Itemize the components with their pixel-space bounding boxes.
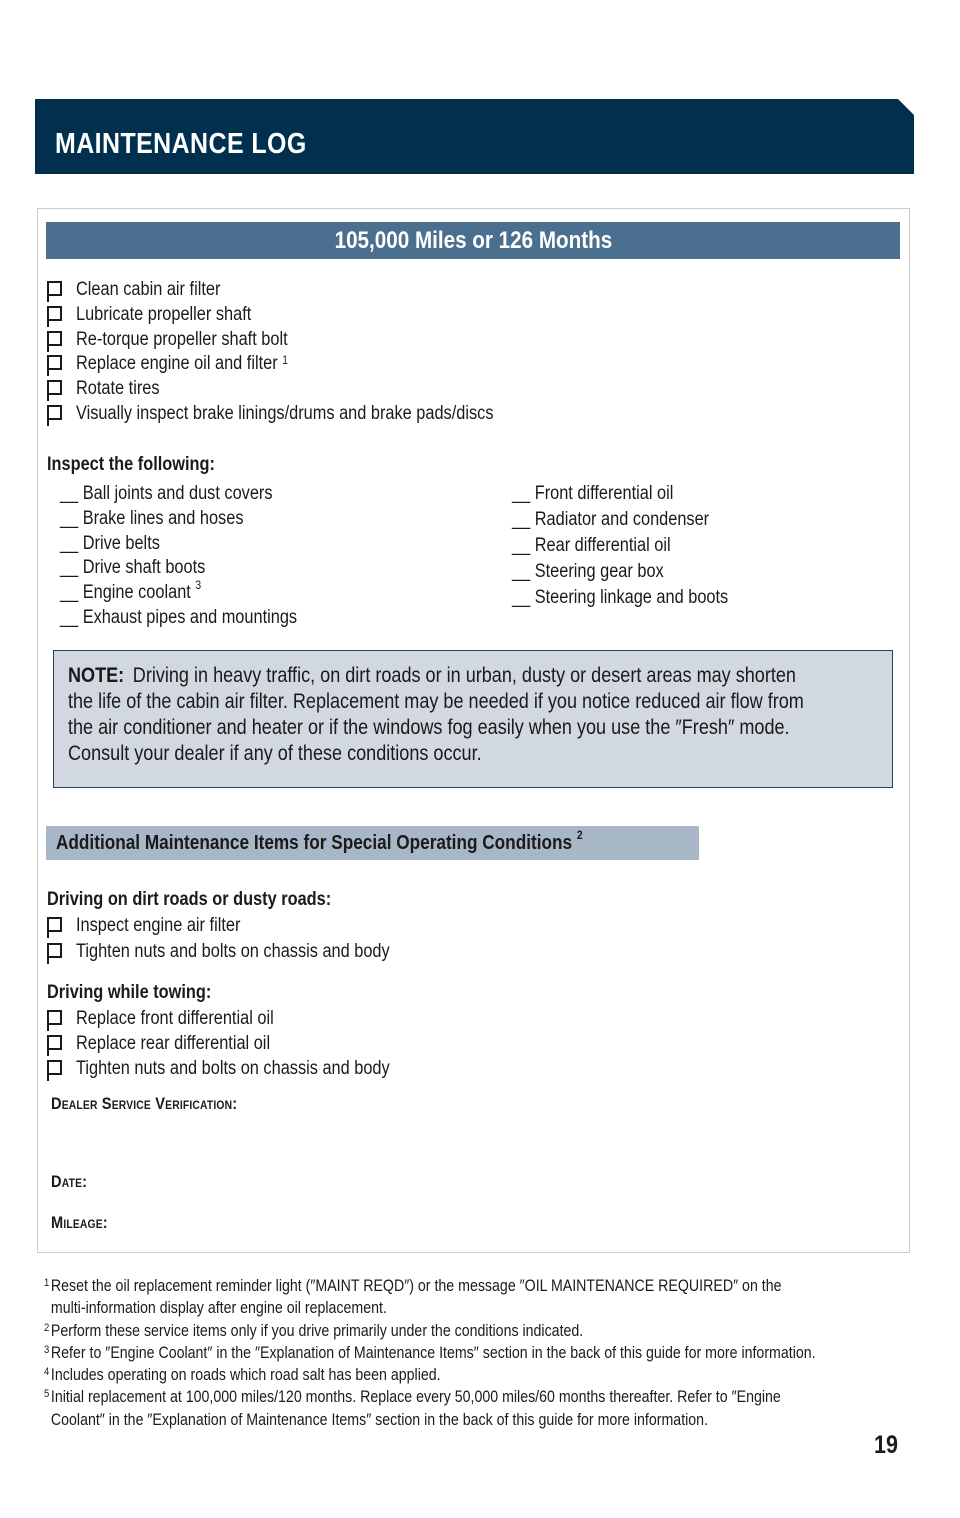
checkbox[interactable] — [47, 331, 62, 346]
dirt-roads-checklist — [46, 914, 441, 966]
page-number: 19 — [874, 1431, 898, 1459]
checkbox[interactable] — [47, 1010, 62, 1025]
note-text: NOTE: Driving in heavy traffic, on dirt roads or in urban, dusty or desert areas may shorten the life of the cabin air filter. Replacement may be needed if you notice reduced air flow from the air conditioner and heater or if the windows fog easily when you use the ″Fresh″ mode. Consult your dealer if any of these conditions occur. — [68, 664, 804, 765]
footnote-ref: 3 — [195, 578, 202, 593]
mileage-label: Mileage: — [51, 1213, 108, 1232]
inspect-item: __ Drive belts — [60, 532, 160, 554]
footnote-ref: 2 — [576, 828, 583, 842]
inspect-item: __ Front differential oil — [512, 483, 674, 504]
inspect-item: __ Ball joints and dust covers — [60, 483, 273, 504]
checklist-item[interactable]: Re-torque propeller shaft bolt — [46, 328, 561, 353]
checklist-item[interactable]: Tighten nuts and bolts on chassis and body — [46, 940, 441, 966]
interval-title: 105,000 Miles or 126 Months — [334, 227, 612, 254]
checklist-item[interactable]: Replace front differential oil — [46, 1007, 441, 1032]
inspect-item: __ Exhaust pipes and mountings — [60, 606, 298, 628]
checklist-item[interactable]: Visually inspect brake linings/drums and brake pads/discs — [46, 402, 561, 427]
additional-maintenance-bar — [46, 826, 699, 860]
checkbox[interactable] — [47, 943, 62, 958]
checkbox[interactable] — [47, 355, 62, 370]
footnotes — [44, 1275, 960, 1431]
inspect-item: __ Brake lines and hoses — [60, 507, 244, 529]
checkbox[interactable] — [47, 917, 62, 932]
inspect-item: __ Drive shaft boots — [60, 557, 206, 579]
checkbox[interactable] — [47, 306, 62, 321]
checklist-item[interactable]: Rotate tires — [46, 377, 561, 402]
note-box — [53, 650, 893, 788]
checklist-item[interactable]: Lubricate propeller shaft — [46, 303, 561, 328]
inspect-item: __ Steering gear box — [512, 561, 664, 582]
footnote: 2 Perform these service items only if you drive primarily under the conditions indicated. — [44, 1321, 584, 1340]
inspect-item: __ Steering linkage and boots — [512, 587, 729, 608]
checkbox[interactable] — [47, 1060, 62, 1075]
checklist-item[interactable]: Replace rear differential oil — [46, 1032, 441, 1057]
service-checklist — [46, 278, 561, 427]
inspect-heading: Inspect the following: — [47, 454, 215, 475]
inspect-item: __ Radiator and condenser — [512, 509, 710, 530]
inspect-list-right — [512, 483, 763, 613]
page-title: MAINTENANCE LOG — [55, 128, 307, 160]
dealer-verification-label: Dealer Service Verification: — [51, 1094, 238, 1113]
date-label: Date: — [51, 1172, 88, 1191]
footnote: 4 Includes operating on roads which road salt has been applied. — [44, 1366, 441, 1385]
footnote: 1 Reset the oil replacement reminder light (″MAINT REQD″) or the message ″OIL MAINTENANCE REQUIRED″ on the — [44, 1277, 782, 1295]
footnote: 3 Refer to ″Engine Coolant″ in the ″Explanation of Maintenance Items″ section in the back of this guide for more information. — [44, 1343, 816, 1362]
note-label: NOTE: — [68, 664, 125, 687]
dirt-roads-heading: Driving on dirt roads or dusty roads: — [47, 889, 332, 910]
interval-bar — [46, 222, 900, 259]
checkbox[interactable] — [47, 1035, 62, 1050]
checklist-item[interactable]: Clean cabin air filter — [46, 278, 561, 303]
towing-checklist — [46, 1007, 441, 1081]
checklist-item[interactable]: Inspect engine air filter — [46, 914, 441, 940]
checkbox[interactable] — [47, 281, 62, 296]
inspect-item: __ Engine coolant $^3$ — [60, 578, 202, 604]
towing-heading: Driving while towing: — [47, 982, 212, 1003]
footnote: Coolant″ in the ″Explanation of Maintenance Items″ section in the back of this guide for more information. — [50, 1410, 709, 1429]
footnote: multi-information display after engine oil replacement. — [50, 1299, 387, 1318]
footnote-ref: 1 — [282, 353, 288, 368]
checklist-item[interactable]: Replace engine oil and filter $^1$ — [46, 352, 561, 377]
inspect-list-left — [60, 483, 336, 632]
checkbox[interactable] — [47, 380, 62, 395]
inspect-item: __ Rear differential oil — [512, 535, 671, 556]
footnote: 5 Initial replacement at 100,000 miles/120 months. Replace every 50,000 miles/60 months thereafter. Refer to ″Engine — [44, 1388, 781, 1407]
checkbox[interactable] — [47, 405, 62, 420]
checklist-item[interactable]: Tighten nuts and bolts on chassis and body — [46, 1057, 441, 1082]
additional-maintenance-title: Additional Maintenance Items for Special Operating Conditions $^2$ — [56, 828, 583, 854]
